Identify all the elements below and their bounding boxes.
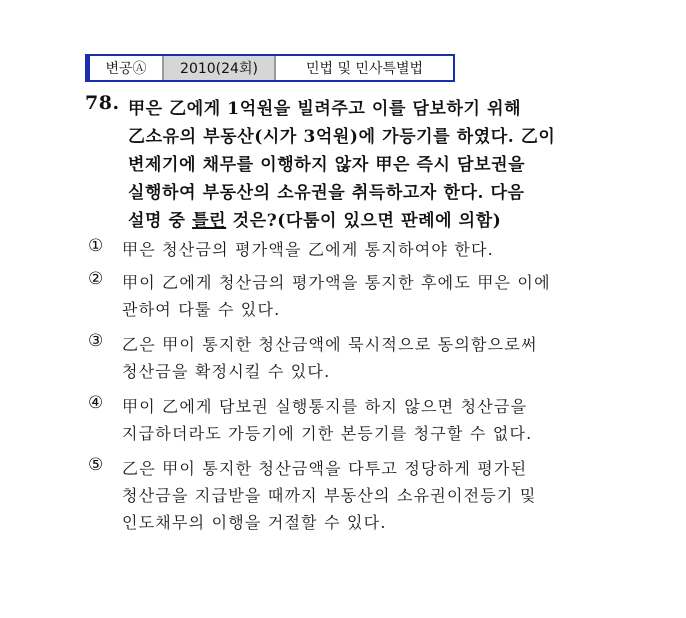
exam-header [85,54,455,82]
option-marker: ④ [88,393,104,413]
option-marker: ⑤ [88,455,104,475]
question-number: 78. [85,92,120,114]
option-text: 인도채무의 이행을 거절할 수 있다. [122,513,387,532]
exam-year: 2010(24회) [162,56,276,80]
underlined-keyword: 틀린 [192,211,227,231]
option-text: 甲이 乙에게 청산금의 평가액을 통지한 후에도 甲은 이에 [122,273,551,292]
option-text: 청산금을 지급받을 때까지 부동산의 소유권이전등기 및 [122,486,537,505]
question-line: 변제기에 채무를 이행하지 않자 甲은 즉시 담보권을 [128,155,526,175]
subject-name: 민법 및 민사특별법 [305,61,424,77]
option-text: 甲이 乙에게 담보권 실행통지를 하지 않으면 청산금을 [122,397,528,416]
question-line: 乙소유의 부동산(시가 3억원)에 가등기를 하였다. 乙이 [128,127,556,147]
option-text: 乙은 甲이 통지한 청산금액을 다투고 정당하게 평가된 [122,459,528,478]
question-line-part: 설명 중 [128,211,193,231]
option-text: 乙은 甲이 통지한 청산금액에 묵시적으로 동의함으로써 [122,335,538,354]
option-text: 甲은 청산금의 평가액을 乙에게 통지하여야 한다. [122,240,494,259]
option-text: 청산금을 확정시킬 수 있다. [122,362,331,381]
option-text: 관하여 다툴 수 있다. [122,300,281,319]
option-text: 지급하더라도 가등기에 기한 본등기를 청구할 수 없다. [122,424,533,443]
question-line: 실행하여 부동산의 소유권을 취득하고자 한다. 다음 [128,183,525,203]
question-line: 甲은 乙에게 1억원을 빌려주고 이를 담보하기 위해 [128,99,522,119]
question-line [128,206,501,231]
subject-code: 변공Ⓐ [105,61,147,77]
option-marker: ① [88,236,104,256]
option-marker: ③ [88,331,104,351]
option-marker: ② [88,269,104,289]
question-line-part: 것은?(다툼이 있으면 판례에 의함) [226,211,502,231]
